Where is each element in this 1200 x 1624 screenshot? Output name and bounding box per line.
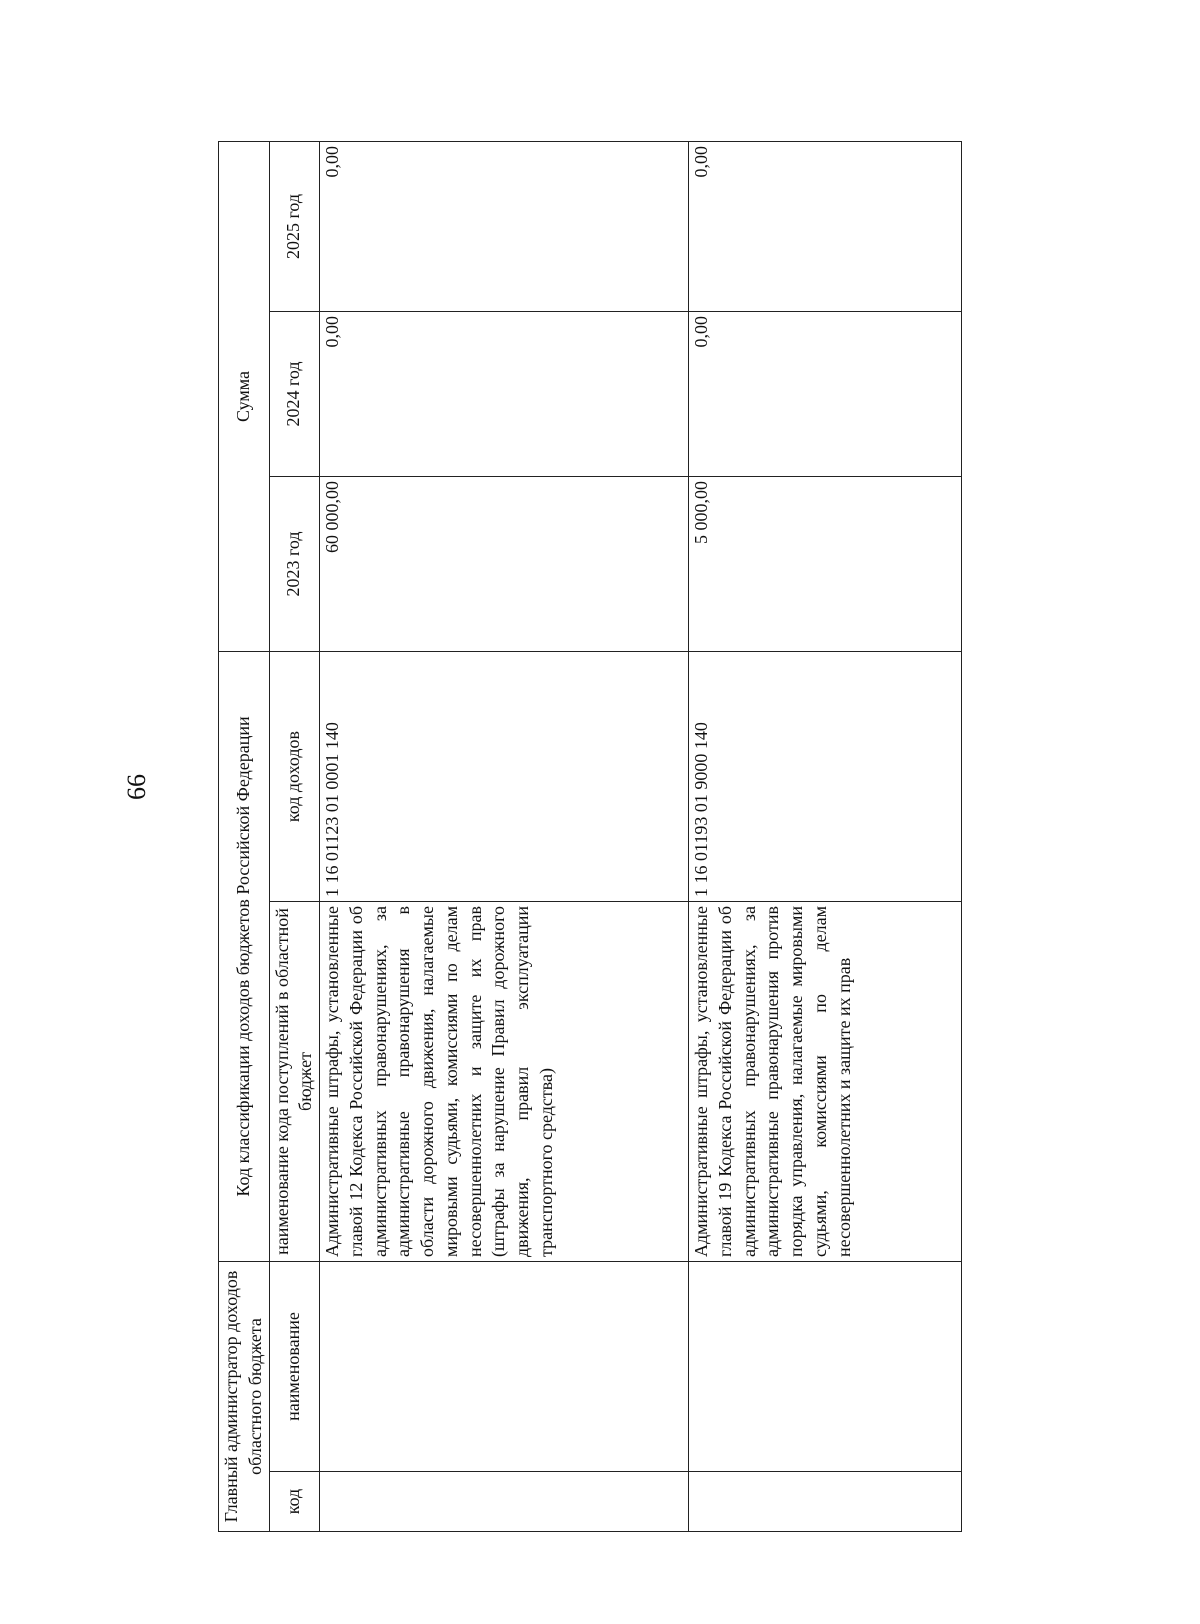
header-classification-group: Код классификации доходов бюджетов Российской Федерации — [219, 652, 270, 1262]
cell-name — [689, 1262, 962, 1472]
cell-income-code: 1 16 01123 01 0001 140 — [320, 652, 689, 902]
cell-sum-2023: 5 000,00 — [689, 477, 962, 652]
cell-sum-2025: 0,00 — [689, 141, 962, 311]
cell-code — [320, 1472, 689, 1532]
rotated-table-container — [218, 142, 982, 1532]
header-2024: 2024 год — [269, 312, 320, 477]
table-row — [689, 141, 962, 1531]
header-name: наименование — [269, 1262, 320, 1472]
income-table — [218, 141, 962, 1532]
cell-name — [320, 1262, 689, 1472]
header-admin-group: Главный администратор доходов областного бюджета — [219, 1262, 270, 1532]
header-2023: 2023 год — [269, 477, 320, 652]
header-row-columns — [269, 141, 320, 1531]
header-row-groups — [219, 141, 270, 1531]
cell-income-code: 1 16 01193 01 9000 140 — [689, 652, 962, 902]
cell-sum-2024: 0,00 — [320, 312, 689, 477]
cell-receipt-name: Административные штрафы, установленные главой 12 Кодекса Российской Федерации об административных правонарушениях, за административные правонарушения в области дорожного движения, налагаемые мировыми судьями, комиссиями по делам несовершеннолетних и защите их прав (штрафы за нарушение Правил дорожного движения, правил эксплуатации транспортного средства) — [320, 902, 689, 1262]
cell-sum-2024: 0,00 — [689, 312, 962, 477]
cell-sum-2023: 60 000,00 — [320, 477, 689, 652]
cell-receipt-name: Административные штрафы, установленные главой 19 Кодекса Российской Федерации об административных правонарушениях, за административные правонарушения против порядка управления, налагаемые мировыми судьями, комиссиями по делам несовершеннолетних и защите их прав — [689, 902, 962, 1262]
cell-sum-2025: 0,00 — [320, 141, 689, 311]
header-sum-group: Сумма — [219, 141, 270, 651]
header-2025: 2025 год — [269, 141, 320, 311]
header-receipt-name: наименование кода поступлений в областной бюджет — [269, 902, 320, 1262]
table-row — [320, 141, 689, 1531]
page-number: 66 — [122, 774, 151, 800]
header-code: код — [269, 1472, 320, 1532]
header-income-code: код доходов — [269, 652, 320, 902]
cell-code — [689, 1472, 962, 1532]
